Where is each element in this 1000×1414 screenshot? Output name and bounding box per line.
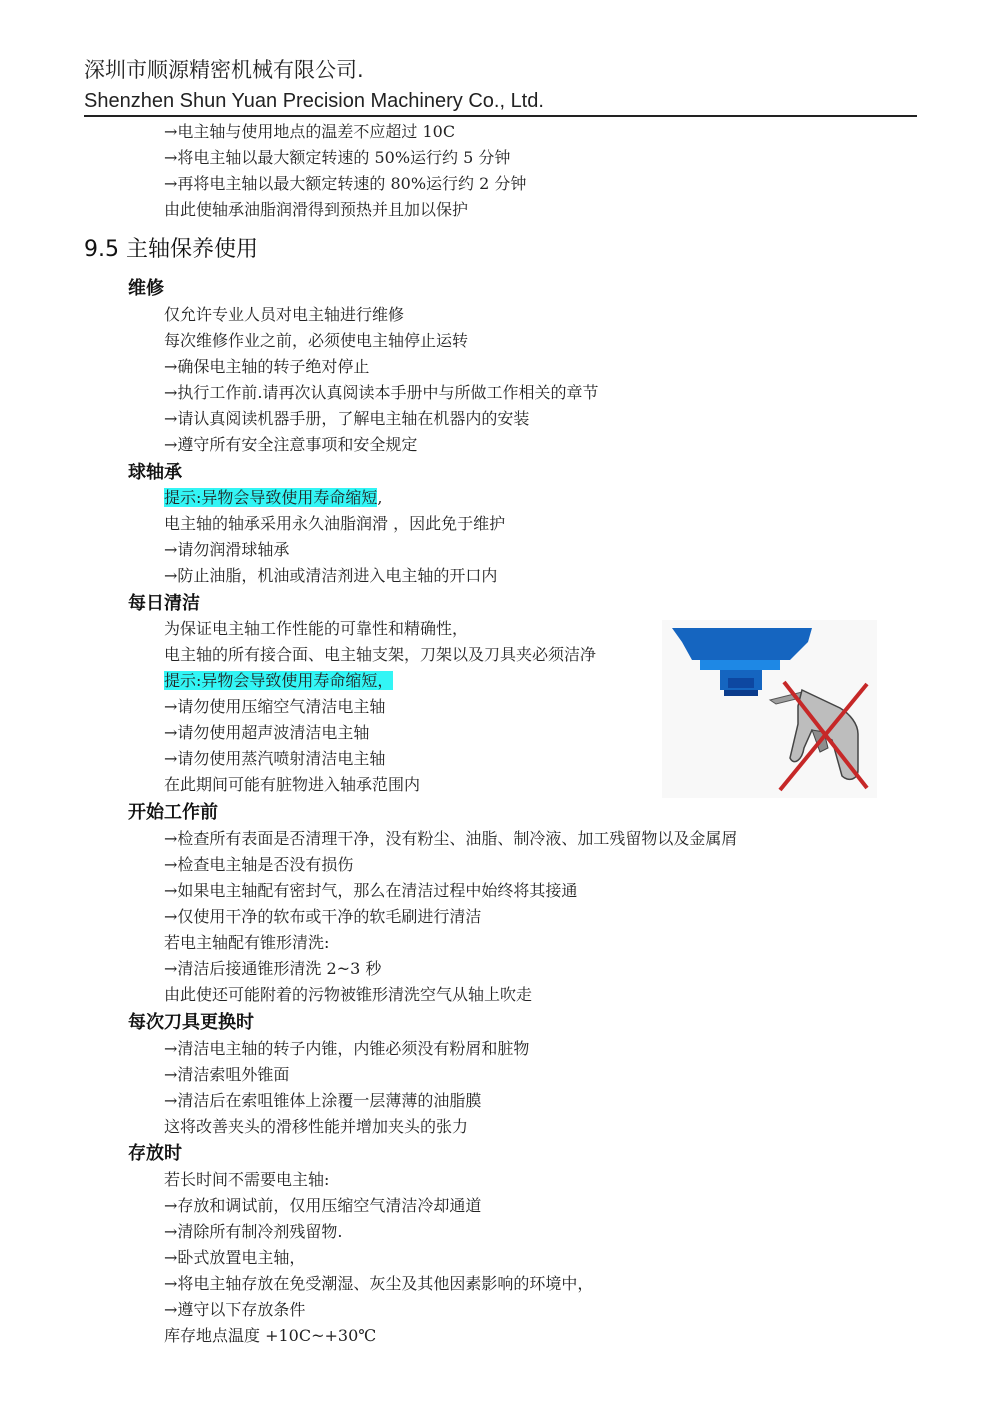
body-line: 库存地点温度 +10C~+30℃ <box>164 1326 377 1345</box>
subsection-title-before-work: 开始工作前 <box>128 802 218 823</box>
body-line: →确保电主轴的转子绝对停止 <box>164 357 370 376</box>
body-line: 为保证电主轴工作性能的可靠性和精确性， <box>164 619 469 638</box>
body-line: 若长时间不需要电主轴: <box>164 1170 330 1189</box>
body-line: 若电主轴配有锥形清洗: <box>164 933 330 952</box>
spindle-neck <box>700 660 780 670</box>
spindle-illustration <box>662 620 877 798</box>
hint-line <box>164 485 383 511</box>
body-line: →请勿润滑球轴承 <box>164 540 290 559</box>
body-line: →请勿使用蒸汽喷射清洁电主轴 <box>164 749 386 768</box>
spindle-nut <box>724 690 758 696</box>
subsection-title-storage: 存放时 <box>128 1143 182 1164</box>
body-line: 电主轴的轴承采用永久油脂润滑 ，因此免于维护 <box>164 514 506 533</box>
body-line: →请勿使用超声波清洁电主轴 <box>164 723 370 742</box>
body-line: 每次维修作业之前，必须使电主轴停止运转 <box>164 331 469 350</box>
body-line: →请勿使用压缩空气清洁电主轴 <box>164 697 386 716</box>
body-line: →请认真阅读机器手册，了解电主轴在机器内的安装 <box>164 409 530 428</box>
body-line: →电主轴与使用地点的温差不应超过 10C <box>164 122 456 141</box>
body-line: →清洁索咀外锥面 <box>164 1065 290 1084</box>
body-line: →存放和调试前，仅用压缩空气清洁冷却通道 <box>164 1196 482 1215</box>
spindle-collet <box>728 678 754 688</box>
body-line: 由此使还可能附着的污物被锥形清洗空气从轴上吹走 <box>164 985 533 1004</box>
body-line: →再将电主轴以最大额定转速的 80%运行约 2 分钟 <box>164 174 527 193</box>
body-line: →防止油脂，机油或清洁剂进入电主轴的开口内 <box>164 566 498 585</box>
body-line: →遵守以下存放条件 <box>164 1300 306 1319</box>
body-line: 仅允许专业人员对电主轴进行维修 <box>164 305 405 324</box>
company-name-cn: 深圳市顺源精密机械有限公司. <box>84 58 364 82</box>
body-line: →清洁电主轴的转子内锥，内锥必须没有粉屑和脏物 <box>164 1039 530 1058</box>
spindle-housing <box>672 628 812 660</box>
section-title: 9.5 主轴保养使用 <box>84 237 258 262</box>
body-line: →将电主轴存放在免受潮湿、灰尘及其他因素影响的环境中， <box>164 1274 594 1293</box>
body-line: 电主轴的所有接合面、电主轴支架，刀架以及刀具夹必须洁净 <box>164 645 597 664</box>
body-line: →将电主轴以最大额定转速的 50%运行约 5 分钟 <box>164 148 511 167</box>
body-line: →遵守所有安全注意事项和安全规定 <box>164 435 418 454</box>
body-line: 这将改善夹头的滑移性能并增加夹头的张力 <box>164 1117 469 1136</box>
hint-highlight: 提示:异物会导致使用寿命缩短， <box>164 671 394 690</box>
company-name-en: Shenzhen Shun Yuan Precision Machinery Co., Ltd. <box>84 90 544 112</box>
hint-highlight: 提示:异物会导致使用寿命缩短 <box>164 488 378 507</box>
body-line: →如果电主轴配有密封气，那么在清洁过程中始终将其接通 <box>164 881 578 900</box>
hint-line <box>164 668 393 694</box>
body-line: →清洁后在索咀锥体上涂覆一层薄薄的油脂膜 <box>164 1091 482 1110</box>
body-line: →检查电主轴是否没有损伤 <box>164 855 354 874</box>
body-line: →仅使用干净的软布或干净的软毛刷进行清洁 <box>164 907 482 926</box>
no-compressed-air-icon <box>662 620 877 798</box>
hint-suffix: , <box>377 488 383 507</box>
subsection-title-bearing: 球轴承 <box>128 462 182 483</box>
page-header <box>84 56 917 114</box>
body-line: →清洁后接通锥形清洗 2~3 秒 <box>164 959 382 978</box>
body-line: →执行工作前.请再次认真阅读本手册中与所做工作相关的章节 <box>164 383 599 402</box>
subsection-title-maintenance: 维修 <box>128 278 164 299</box>
subsection-title-daily-cleaning: 每日清洁 <box>128 593 200 614</box>
body-line: →检查所有表面是否清理干净，没有粉尘、油脂、制冷液、加工残留物以及金属屑 <box>164 829 738 848</box>
body-line: 在此期间可能有脏物进入轴承范围内 <box>164 775 421 794</box>
subsection-title-tool-change: 每次刀具更换时 <box>128 1012 254 1033</box>
body-line: 由此使轴承油脂润滑得到预热并且加以保护 <box>164 200 469 219</box>
body-line: →清除所有制冷剂残留物. <box>164 1222 343 1241</box>
header-rule <box>84 115 917 117</box>
body-line: →卧式放置电主轴， <box>164 1248 306 1267</box>
